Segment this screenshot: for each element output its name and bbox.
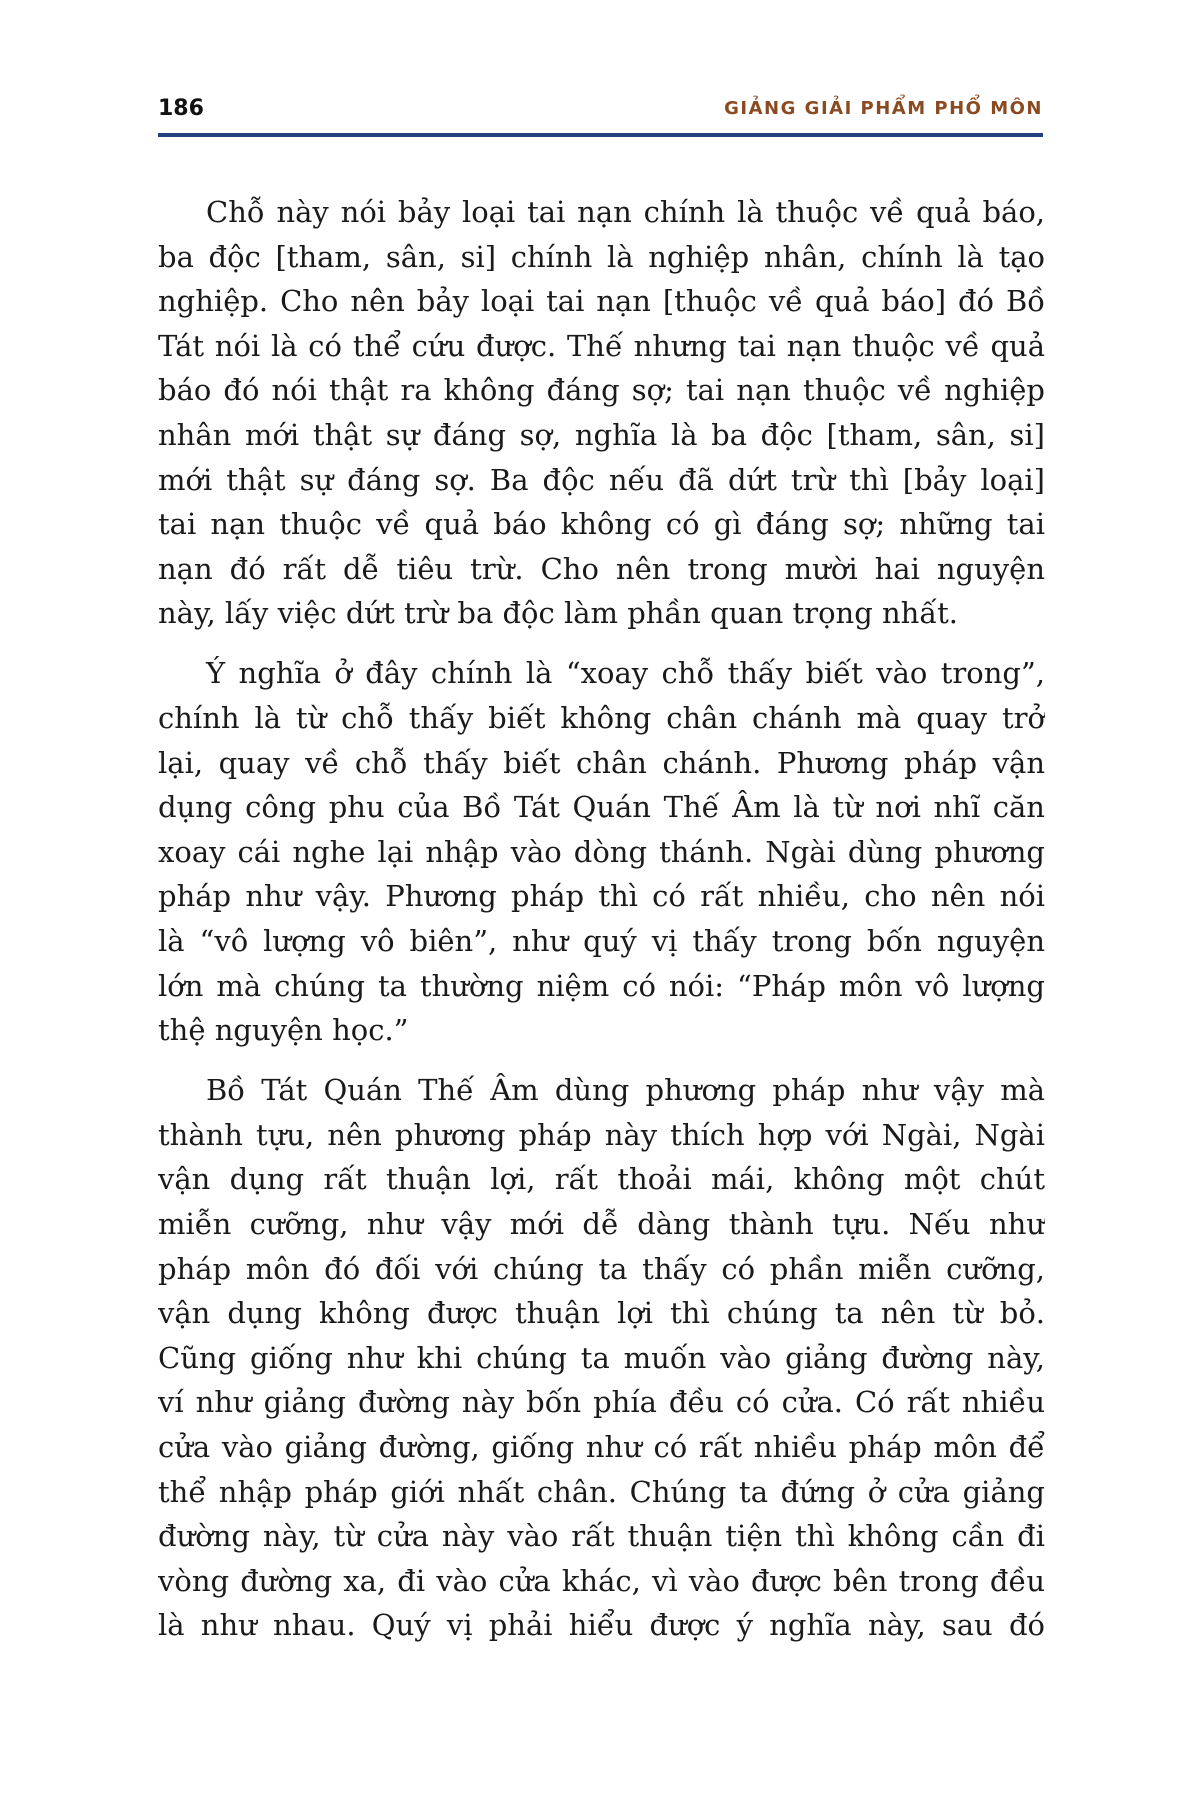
text-line: xoay cái nghe lại nhập vào dòng thánh. Ngài dùng phương: [158, 834, 1045, 869]
paragraph: [158, 190, 1045, 636]
text-line: ba độc [tham, sân, si] chính là nghiệp nhân, chính là tạo: [158, 239, 1045, 274]
text-line: vận dụng rất thuận lợi, rất thoải mái, không một chút: [158, 1162, 1045, 1197]
text-line: chính là từ chỗ thấy biết không chân chánh mà quay trở: [158, 701, 1045, 736]
text-line: pháp môn đó đối với chúng ta thấy có phần miễn cưỡng,: [158, 1251, 1045, 1286]
text-line: này, lấy việc dứt trừ ba độc làm phần quan trọng nhất.: [158, 596, 958, 631]
text-line: đường này, từ cửa này vào rất thuận tiện thì không cần đi: [158, 1519, 1045, 1554]
text-line: miễn cưỡng, như vậy mới dễ dàng thành tựu. Nếu như: [158, 1207, 1045, 1242]
page-header: [158, 94, 1043, 134]
text-line: báo đó nói thật ra không đáng sợ; tai nạn thuộc về nghiệp: [158, 373, 1045, 408]
text-line: tai nạn thuộc về quả báo không có gì đáng sợ; những tai: [158, 507, 1045, 542]
text-line: cửa vào giảng đường, giống như có rất nhiều pháp môn để: [158, 1430, 1045, 1465]
text-line: pháp như vậy. Phương pháp thì có rất nhiều, cho nên nói: [158, 879, 1045, 914]
text-line: thể nhập pháp giới nhất chân. Chúng ta đứng ở cửa giảng: [158, 1474, 1045, 1509]
text-line: thành tựu, nên phương pháp này thích hợp với Ngài, Ngài: [158, 1117, 1045, 1152]
body-text: [158, 190, 1045, 1664]
text-line: vòng đường xa, đi vào cửa khác, vì vào được bên trong đều: [158, 1563, 1045, 1598]
text-line: nhân mới thật sự đáng sợ, nghĩa là ba độc [tham, sân, si]: [158, 417, 1045, 452]
text-line: lại, quay về chỗ thấy biết chân chánh. Phương pháp vận: [158, 745, 1045, 780]
text-line: mới thật sự đáng sợ. Ba độc nếu đã dứt trừ thì [bảy loại]: [158, 462, 1045, 497]
text-line: là “vô lượng vô biên”, như quý vị thấy trong bốn nguyện: [158, 924, 1045, 958]
text-line: Ý nghĩa ở đây chính là “xoay chỗ thấy biết vào trong”,: [206, 656, 1045, 691]
text-line: Tát nói là có thể cứu được. Thế nhưng tai nạn thuộc về quả: [158, 328, 1045, 363]
text-line: nghiệp. Cho nên bảy loại tai nạn [thuộc về quả báo] đó Bồ: [158, 284, 1045, 319]
text-line: lớn mà chúng ta thường niệm có nói: “Pháp môn vô lượng: [158, 968, 1045, 1003]
text-line: thệ nguyện học.”: [158, 1013, 409, 1048]
text-line: Bồ Tát Quán Thế Âm dùng phương pháp như vậy mà: [206, 1073, 1045, 1108]
running-title: GIẢNG GIẢI PHẨM PHỔ MÔN: [724, 98, 1043, 119]
text-line: Chỗ này nói bảy loại tai nạn chính là thuộc về quả báo,: [206, 195, 1045, 229]
paragraph: [158, 651, 1045, 1052]
text-line: là như nhau. Quý vị phải hiểu được ý nghĩa này, sau đó: [158, 1608, 1045, 1643]
text-line: ví như giảng đường này bốn phía đều có cửa. Có rất nhiều: [158, 1385, 1045, 1420]
text-line: vận dụng không được thuận lợi thì chúng ta nên từ bỏ.: [158, 1296, 1045, 1331]
text-line: dụng công phu của Bồ Tát Quán Thế Âm là từ nơi nhĩ căn: [158, 790, 1045, 825]
page-number: 186: [158, 96, 204, 121]
text-line: Cũng giống như khi chúng ta muốn vào giảng đường này,: [158, 1340, 1045, 1375]
header-rule: [158, 133, 1043, 137]
paragraph: [158, 1068, 1045, 1648]
text-line: nạn đó rất dễ tiêu trừ. Cho nên trong mười hai nguyện: [158, 551, 1045, 586]
